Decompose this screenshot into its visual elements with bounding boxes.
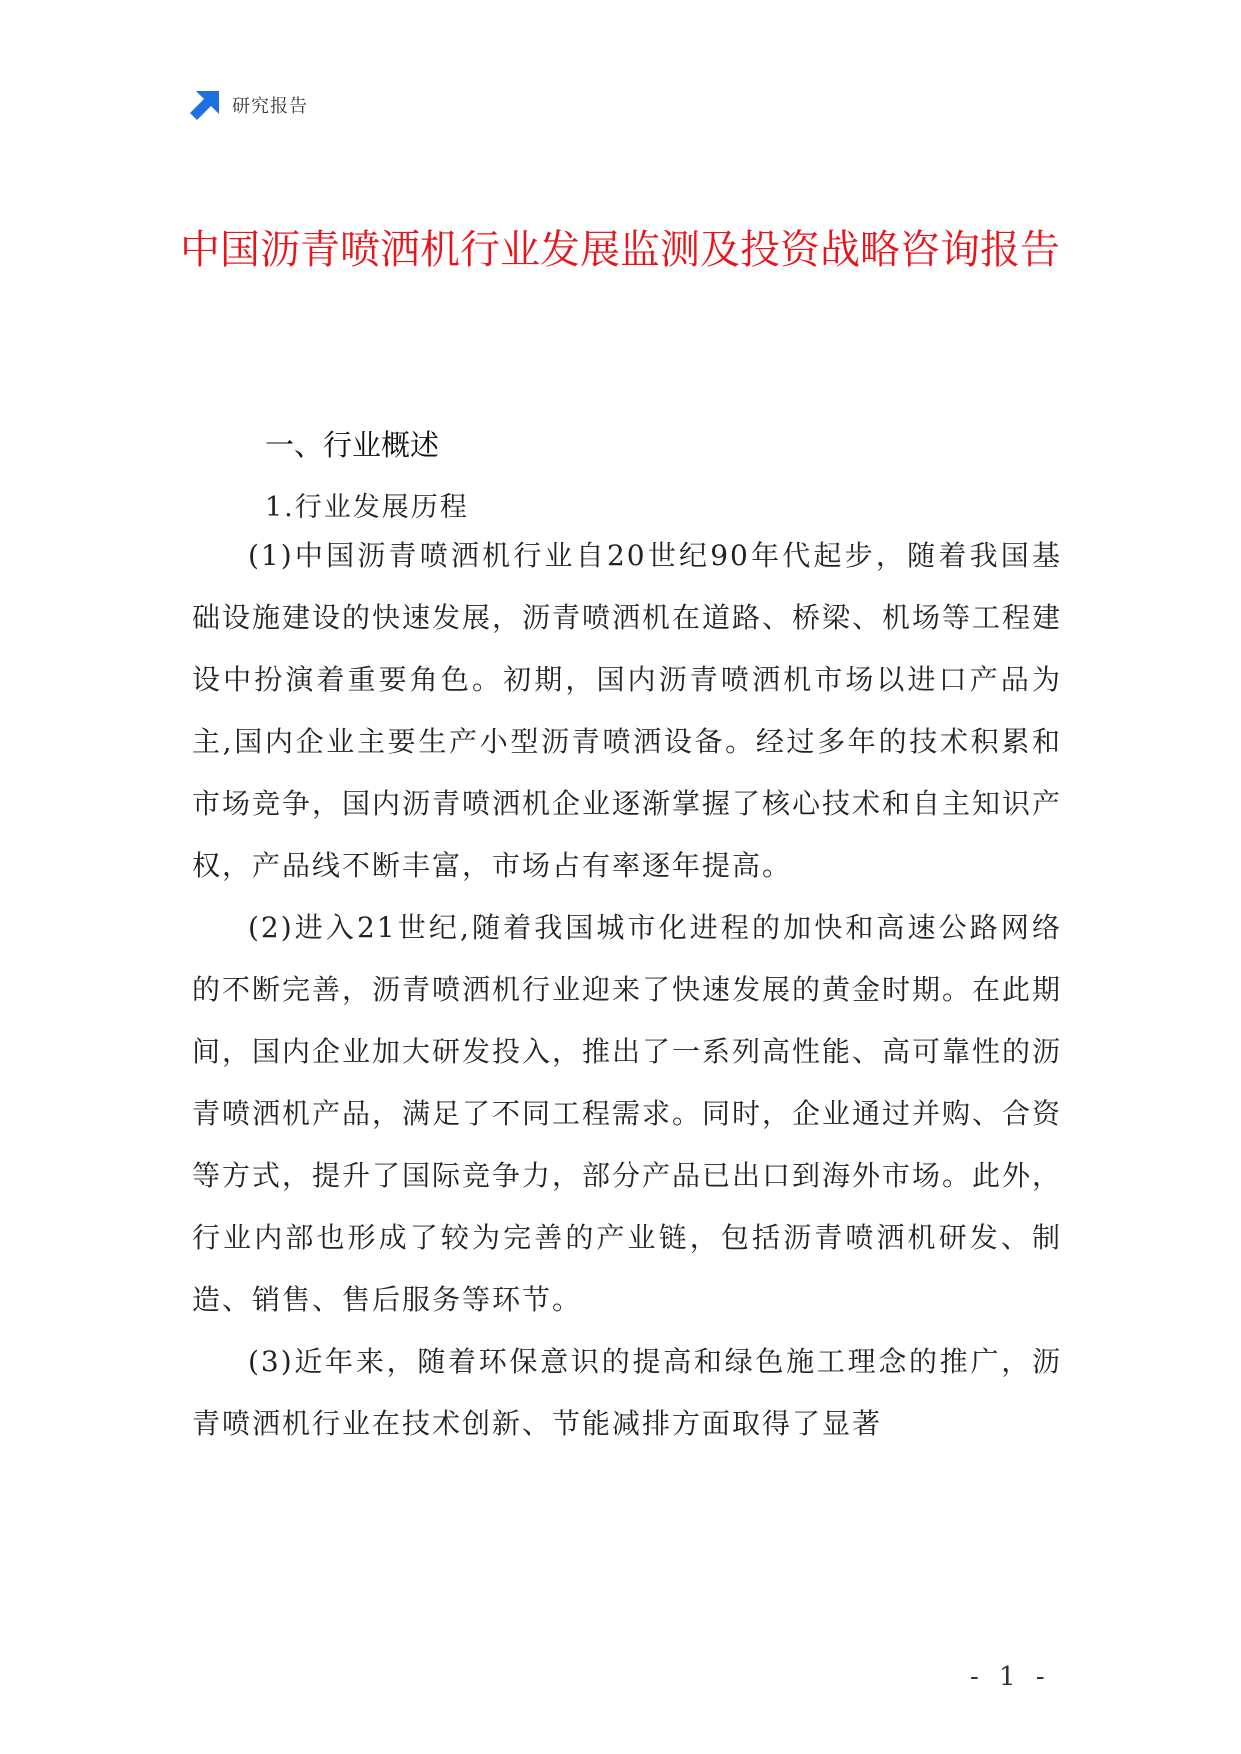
paragraph-3: (3)近年来，随着环保意识的提高和绿色施工理念的推广，沥青喷洒机行业在技术创新、节能减排方面取得了显著 (192, 1345, 1062, 1440)
paragraph-2: (2)进入21世纪,随着我国城市化进程的加快和高速公路网络的不断完善，沥青喷洒机行业迎来了快速发展的黄金时期。在此期间，国内企业加大研发投入，推出了一系列高性能、高可靠性的沥青喷洒机产品，满足了不同工程需求。同时，企业通过并购、合资等方式，提升了国际竞争力，部分产品已出口到海外市场。此外，行业内部也形成了较为完善的产业链，包括沥青喷洒机研发、制造、销售、售后服务等环节。 (192, 911, 1063, 1316)
paragraph-1: (1)中国沥青喷洒机行业自20世纪90年代起步，随着我国基础设施建设的快速发展，沥青喷洒机在道路、桥梁、机场等工程建设中扮演着重要角色。初期，国内沥青喷洒机市场以进口产品为主,国内企业主要生产小型沥青喷洒设备。经过多年的技术积累和市场竞争，国内沥青喷洒机企业逐渐掌握了核心技术和自主知识产权，产品线不断丰富，市场占有率逐年提高。 (192, 539, 1063, 882)
page-number: - 1 - (970, 1662, 1051, 1692)
sub-heading: 1.行业发展历程 (265, 492, 469, 523)
section-heading: 一、行业概述 (265, 428, 440, 462)
report-header (190, 88, 308, 122)
arrow-up-right-icon (190, 90, 220, 120)
header-label: 研究报告 (232, 96, 308, 117)
body-text (192, 525, 1062, 1455)
document-title: 中国沥青喷洒机行业发展监测及投资战略咨询报告 (180, 227, 1060, 273)
